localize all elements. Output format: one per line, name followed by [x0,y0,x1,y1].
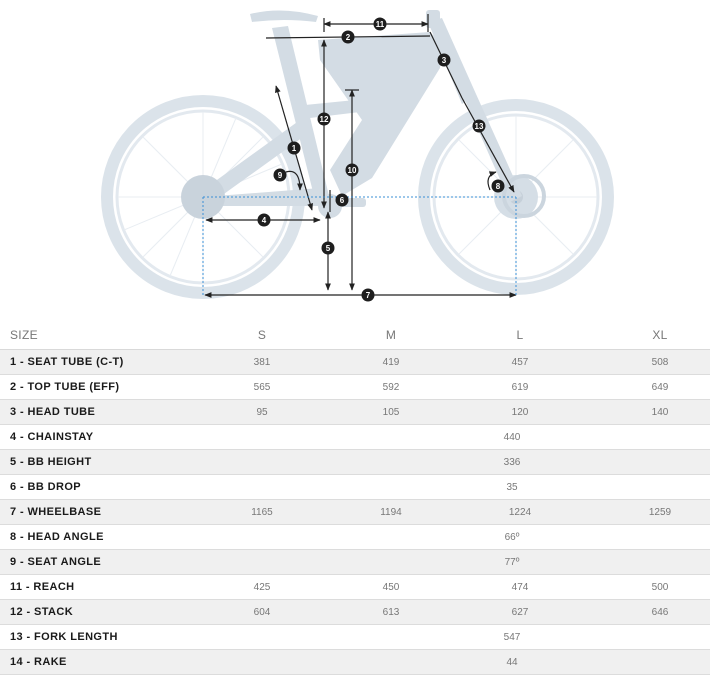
marker-number: 4 [261,216,267,225]
row-value: 613 [352,600,430,625]
empty-cell [172,475,352,500]
table-row [0,400,710,425]
empty-cell [610,525,710,550]
table-row [0,575,710,600]
row-label: 9 - SEAT ANGLE [0,550,172,575]
table-row [0,600,710,625]
row-value: 1224 [430,500,610,525]
empty-cell [172,650,352,675]
empty-cell [610,625,710,650]
marker-number: 10 [347,166,357,175]
marker-number: 12 [319,115,329,124]
empty-cell [610,650,710,675]
empty-cell [172,550,352,575]
row-value: 508 [610,350,710,375]
row-value-all-sizes: 336 [352,450,610,475]
empty-cell [610,475,710,500]
row-value: 646 [610,600,710,625]
row-value: 474 [430,575,610,600]
row-value: 425 [172,575,352,600]
table-row [0,625,710,650]
header-size: SIZE [0,322,172,350]
empty-cell [610,450,710,475]
empty-cell [172,525,352,550]
empty-cell [172,425,352,450]
table-row [0,450,710,475]
row-value: 105 [352,400,430,425]
marker-number: 3 [441,56,447,65]
row-value-all-sizes: 440 [352,425,610,450]
row-value: 1259 [610,500,710,525]
row-value: 500 [610,575,710,600]
table-row [0,425,710,450]
row-value: 565 [172,375,352,400]
row-label: 1 - SEAT TUBE (C-T) [0,350,172,375]
table-row [0,475,710,500]
row-value-all-sizes: 35 [352,475,610,500]
row-value: 419 [352,350,430,375]
row-value: 649 [610,375,710,400]
row-value: 619 [430,375,610,400]
bike-geometry-diagram [0,0,710,318]
geometry-table [0,322,710,675]
marker-number: 6 [339,196,345,205]
marker-number: 7 [365,291,371,300]
row-label: 5 - BB HEIGHT [0,450,172,475]
row-label: 14 - RAKE [0,650,172,675]
row-label: 3 - HEAD TUBE [0,400,172,425]
table-row [0,350,710,375]
row-label: 4 - CHAINSTAY [0,425,172,450]
empty-cell [610,425,710,450]
row-value-all-sizes: 66º [352,525,610,550]
row-value: 1194 [352,500,430,525]
table-row [0,650,710,675]
empty-cell [610,550,710,575]
table-row [0,550,710,575]
row-label: 11 - REACH [0,575,172,600]
marker-number: 11 [375,20,385,29]
row-label: 12 - STACK [0,600,172,625]
row-value: 1165 [172,500,352,525]
marker-number: 13 [474,122,484,131]
header-l: L [430,322,610,350]
table-row [0,525,710,550]
row-label: 13 - FORK LENGTH [0,625,172,650]
row-value: 592 [352,375,430,400]
row-value: 457 [430,350,610,375]
empty-cell [172,450,352,475]
row-label: 6 - BB DROP [0,475,172,500]
empty-cell [172,625,352,650]
row-value: 450 [352,575,430,600]
row-value: 627 [430,600,610,625]
marker-number: 8 [495,182,501,191]
row-label: 8 - HEAD ANGLE [0,525,172,550]
row-value: 120 [430,400,610,425]
table-row [0,375,710,400]
row-label: 7 - WHEELBASE [0,500,172,525]
header-s: S [172,322,352,350]
row-value-all-sizes: 547 [352,625,610,650]
row-value: 95 [172,400,352,425]
header-xl: XL [610,322,710,350]
table-row [0,500,710,525]
row-value-all-sizes: 77º [352,550,610,575]
row-value: 140 [610,400,710,425]
marker-number: 2 [345,33,351,42]
table-header-row [0,322,710,350]
header-m: M [352,322,430,350]
row-value-all-sizes: 44 [352,650,610,675]
row-value: 381 [172,350,352,375]
marker-number: 1 [291,144,297,153]
row-label: 2 - TOP TUBE (EFF) [0,375,172,400]
marker-number: 5 [325,244,331,253]
marker-number: 9 [277,171,283,180]
row-value: 604 [172,600,352,625]
